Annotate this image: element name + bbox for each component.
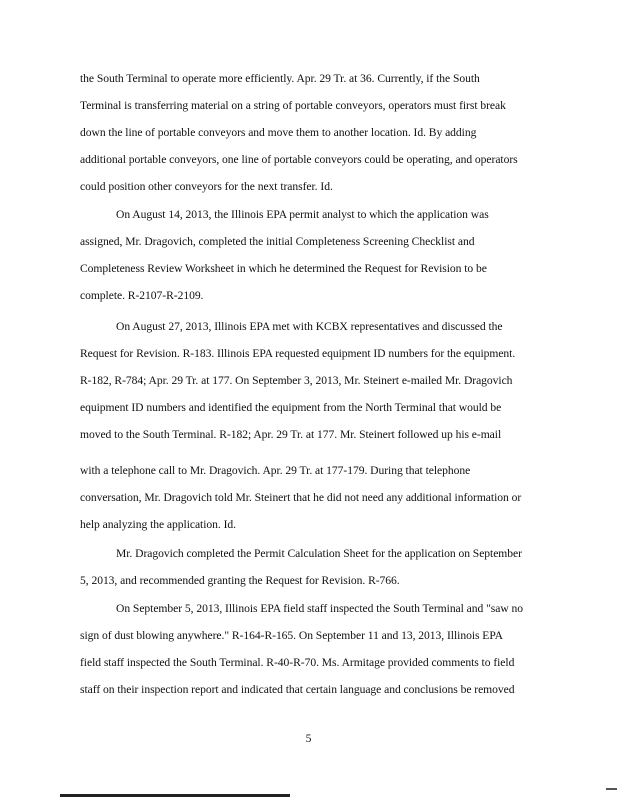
text-line: equipment ID numbers and identified the equipment from the North Terminal that would be [80, 401, 502, 414]
text-line: conversation, Mr. Dragovich told Mr. Steinert that he did not need any additional information or [80, 491, 522, 504]
text-line: Terminal is transferring material on a string of portable conveyors, operators must first break [80, 99, 506, 112]
text-line: Request for Revision. R-183. Illinois EPA requested equipment ID numbers for the equipment. [80, 347, 516, 360]
text-line: R-182, R-784; Apr. 29 Tr. at 177. On September 3, 2013, Mr. Steinert e-mailed Mr. Dragovich [80, 374, 513, 387]
text-line: 5, 2013, and recommended granting the Request for Revision. R-766. [80, 574, 400, 587]
text-line: could position other conveyors for the next transfer. Id. [80, 180, 333, 193]
paragraph-start-line: On August 14, 2013, the Illinois EPA permit analyst to which the application was [116, 208, 489, 221]
paragraph-start-line: On August 27, 2013, Illinois EPA met with KCBX representatives and discussed the [116, 320, 503, 333]
paragraph-start-line: On September 5, 2013, Illinois EPA field staff inspected the South Terminal and "saw no [116, 602, 524, 615]
text-line: assigned, Mr. Dragovich, completed the initial Completeness Screening Checklist and [80, 235, 475, 248]
scan-edge-mark [606, 788, 617, 790]
text-line: moved to the South Terminal. R-182; Apr. 29 Tr. at 177. Mr. Steinert followed up his e-mail [80, 428, 502, 441]
text-line: additional portable conveyors, one line of portable conveyors could be operating, and operators [80, 153, 518, 166]
text-line: Completeness Review Worksheet in which he determined the Request for Revision to be [80, 262, 487, 275]
text-line: complete. R-2107-R-2109. [80, 289, 204, 302]
text-line: sign of dust blowing anywhere." R-164-R-165. On September 11 and 13, 2013, Illinois EPA [80, 629, 503, 642]
text-line: the South Terminal to operate more efficiently. Apr. 29 Tr. at 36. Currently, if the South [80, 72, 480, 85]
text-line: staff on their inspection report and indicated that certain language and conclusions be removed [80, 683, 515, 696]
scan-edge-line [60, 794, 290, 797]
text-line: down the line of portable conveyors and move them to another location. Id. By adding [80, 126, 477, 139]
page-number: 5 [305, 732, 312, 745]
text-line: help analyzing the application. Id. [80, 518, 237, 531]
text-line: field staff inspected the South Terminal. R-40-R-70. Ms. Armitage provided comments to field [80, 656, 515, 669]
paragraph-start-line: Mr. Dragovich completed the Permit Calculation Sheet for the application on September [116, 547, 522, 560]
text-line: with a telephone call to Mr. Dragovich. Apr. 29 Tr. at 177-179. During that telephone [80, 464, 471, 477]
